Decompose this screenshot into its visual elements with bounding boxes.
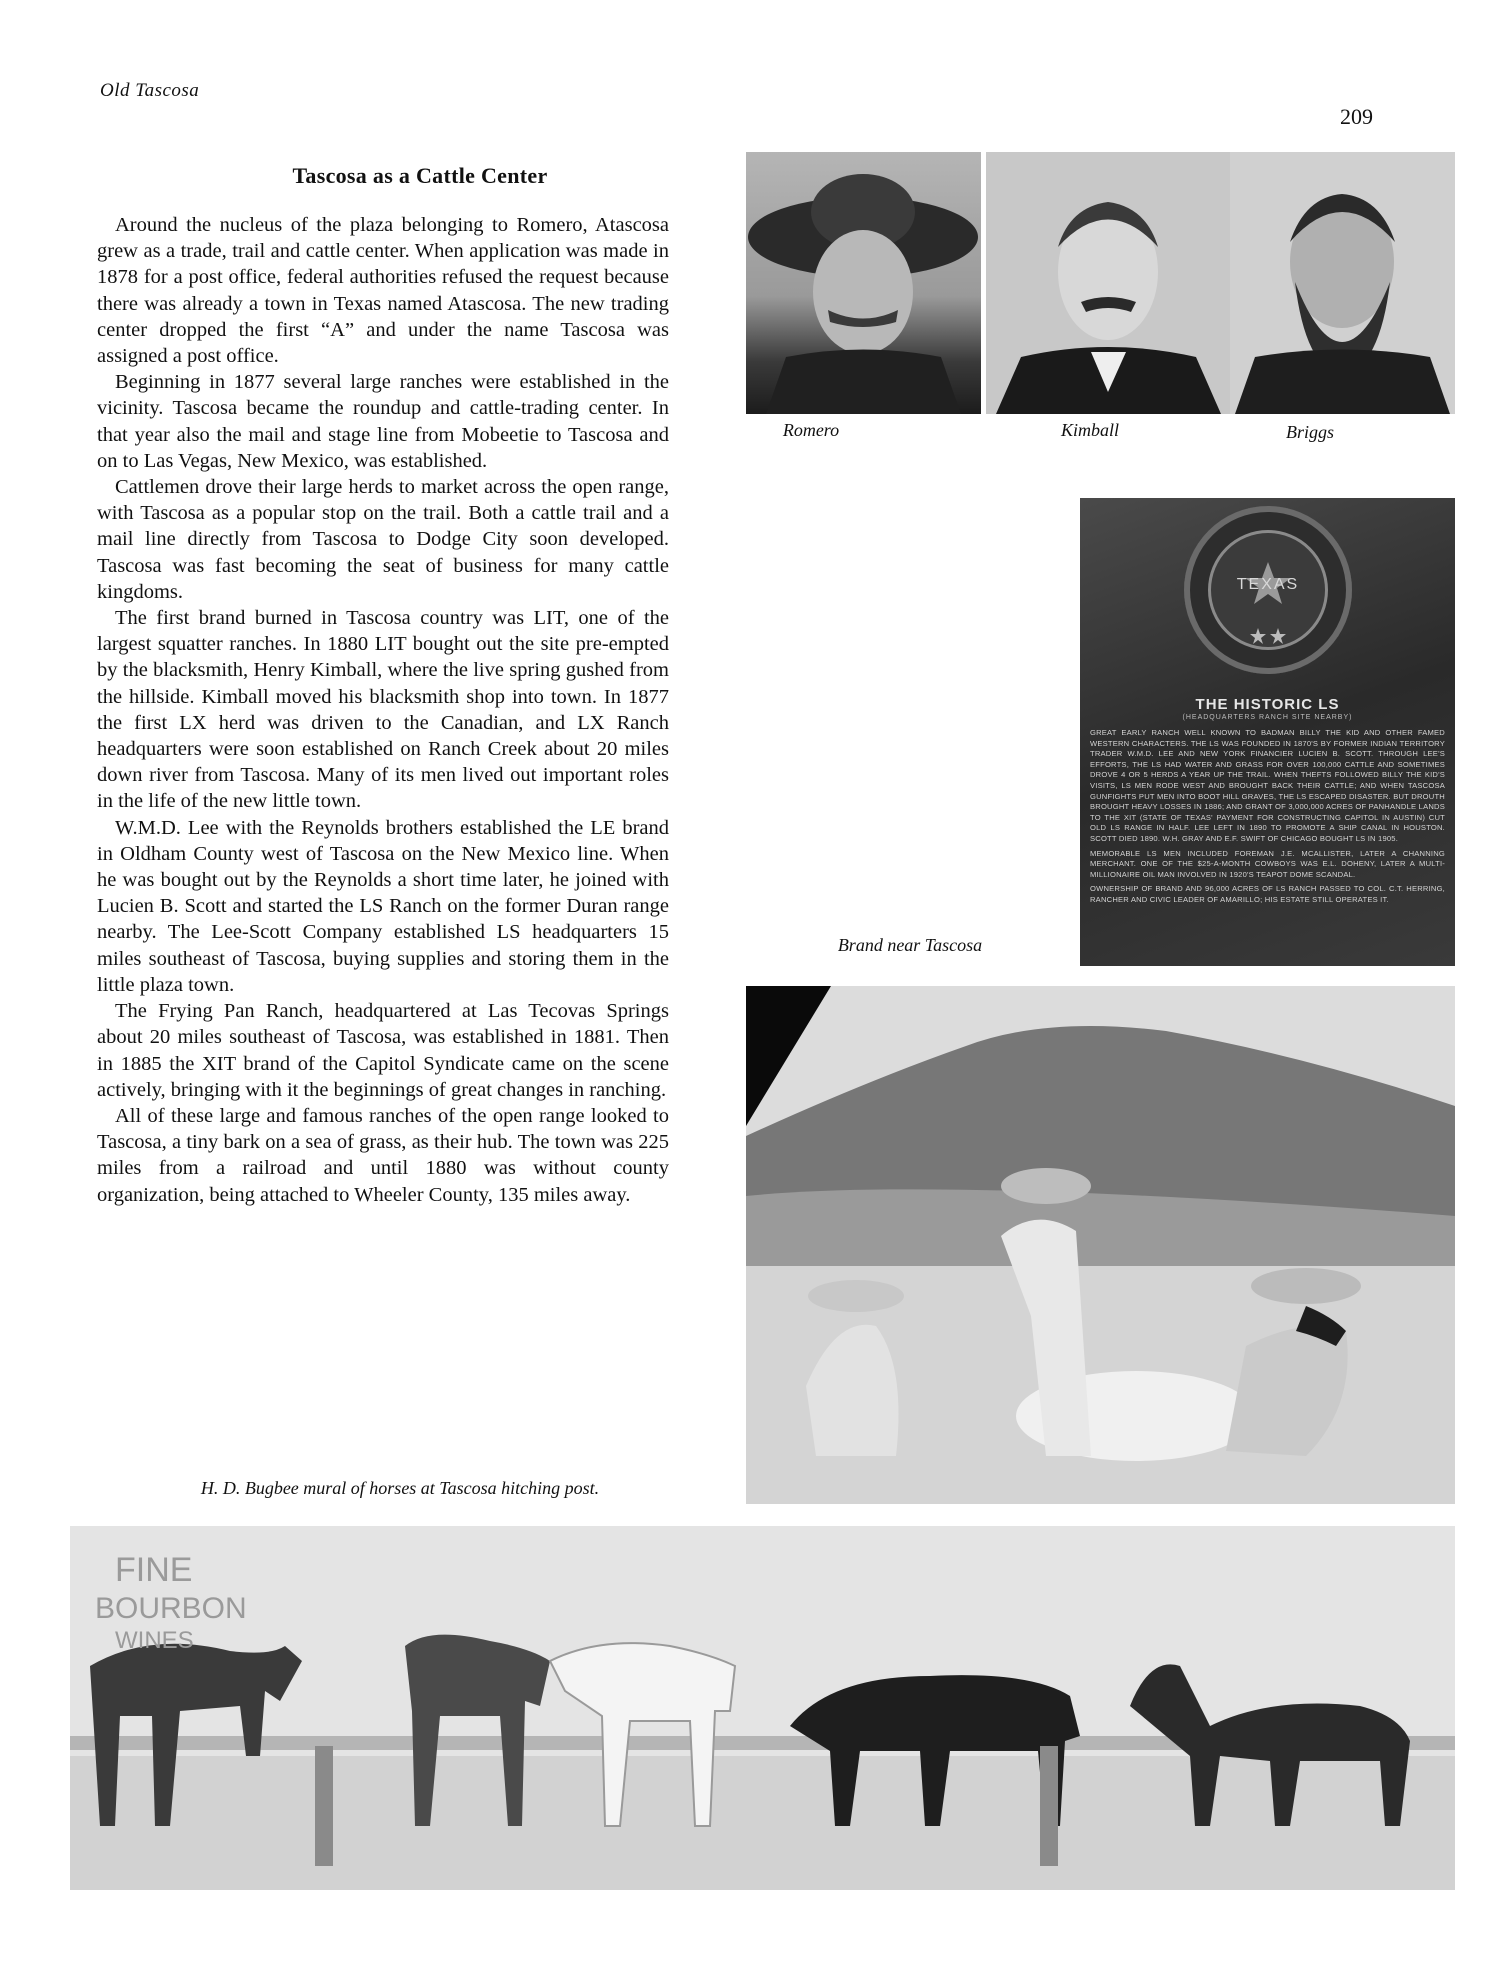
marker-title: THE HISTORIC LS	[1195, 696, 1340, 713]
paragraph: Cattlemen drove their large herds to market across the open range, with Tascosa as a popular stop on the trail. Both a cattle trail and a mail line directly from Tascosa to Dodge City soon developed. Tascosa was fast becoming the seat of business for many cattle kingdoms.	[97, 476, 669, 603]
portrait-romero-figure	[746, 152, 981, 414]
portrait-kimball-photo	[986, 152, 1231, 414]
marker-paragraph: MEMORABLE LS MEN INCLUDED FOREMAN J.E. MCALLISTER, LATER A CHANNING MERCHANT. ONE OF THE $25-A-MONTH COWBOYS WAS E.L. DOHENY, LATER A MULTI-MILLIONAIRE OIL MAN INVOLVED IN 1920'S TEAPOT DOME SCANDAL.	[1090, 848, 1445, 879]
portrait-briggs-figure	[1230, 152, 1455, 414]
marker-subtitle: (HEADQUARTERS RANCH SITE NEARBY)	[1182, 714, 1353, 721]
portrait-caption-briggs: Briggs	[1285, 422, 1334, 442]
portrait-romero-photo	[746, 152, 981, 414]
marker-paragraph: OWNERSHIP OF BRAND AND 96,000 ACRES OF LS RANCH PASSED TO COL. C.T. HERRING, RANCHER AND CIVIC LEADER OF AMARILLO; HIS ESTATE STILL OPERATES IT.	[1090, 884, 1445, 904]
mural-sign-line: FINE	[115, 1551, 193, 1589]
branding-cattle-photo	[746, 986, 1455, 1504]
article-body	[97, 212, 669, 1208]
marker-caption: Brand near Tascosa	[837, 935, 983, 955]
paragraph: The Frying Pan Ranch, headquartered at Las Tecovas Springs about 20 miles southeast of Tascosa, was established in 1881. Then in 1885 the XIT brand of the Capitol Syndicate came on the scene actively, bringing with it the beginnings of great changes in ranching.	[97, 1000, 669, 1101]
paragraph: W.M.D. Lee with the Reynolds brothers established the LE brand in Oldham County west of Tascosa on the New Mexico line. When he was bought out by the Reynolds a short time later, he joined with Lucien B. Scott and started the LS Ranch on the former Duran range nearby. The Lee-Scott Company established LS headquarters 15 miles southeast of Tascosa, buying supplies and storing them in the little plaza town.	[97, 816, 669, 996]
paragraph: The first brand burned in Tascosa country was LIT, one of the largest squatter ranches. In 1880 LIT bought out the site pre-empted by the blacksmith, Henry Kimball, where the live spring gushed from the hillside. Kimball moved his blacksmith shop into town. In 1877 the first LX herd was driven to the Canadian, and LX Ranch headquarters were soon established on Ranch Creek about 20 miles down river from Tascosa. Many of its men lived out important roles in the life of the new little town.	[97, 607, 669, 813]
page-number: 209	[1340, 104, 1373, 129]
portrait-caption-romero: Romero	[782, 420, 840, 440]
mural-sign-line: BOURBON	[95, 1592, 247, 1625]
marker-paragraph: GREAT EARLY RANCH WELL KNOWN TO BADMAN BILLY THE KID AND OTHER FAMED WESTERN CHARACTERS. THE LS WAS FOUNDED IN 1870'S BY FORMER INDIAN TERRITORY TRADER W.M.D. LEE AND NEW YORK FINANCIER LUCIEN B. SCOTT. THROUGH LEE'S EFFORTS, THE LS HAD WATER AND GRASS FOR OVER 100,000 CATTLE AND SOMETIMES DROVE 4 OR 5 HERDS A YEAR UP THE TRAIL. WHEN THEFTS FOLLOWED BILLY THE KID'S VISITS, LS MEN RODE WEST AND BROUGHT BACK THEIR CATTLE; AND WHEN TASCOSA GUNFIGHTS PUT MEN INTO BOOT HILL GRAVES, THE LS ESCAPED DISASTER. BUT DROUTH BROUGHT HEAVY LOSSES IN 1886; AND GRANT OF 3,000,000 ACRES OF PANHANDLE LANDS TO THE XIT (STATE OF TEXAS' PAYMENT FOR CONSTRUCTING CAPITOL IN AUSTIN) CUT OLD LS RANGE IN HALF. LEE LEFT IN 1890 TO PROMOTE A SHIP CANAL IN HOUSTON. SCOTT DIED 1890. W.H. GRAY AND E.F. SWIFT OF CHICAGO BOUGHT LS IN 1905.	[1090, 728, 1445, 843]
seal-texas-label: TEXAS	[1236, 576, 1300, 593]
marker-inscription	[1090, 728, 1445, 910]
mural-sign-line: WINES	[115, 1627, 194, 1654]
paragraph: All of these large and famous ranches of the open range looked to Tascosa, a tiny bark on a sea of grass, as their hub. The town was 225 miles from a railroad and until 1880 was without county organization, being attached to Wheeler County, 135 miles away.	[97, 1104, 669, 1206]
portrait-briggs-photo	[1230, 152, 1455, 414]
paragraph: Beginning in 1877 several large ranches were established in the vicinity. Tascosa became the roundup and cattle-trading center. In that year also the mail and stage line from Mobeetie to Tascosa and on to Las Vegas, New Mexico, was established.	[97, 371, 669, 472]
historic-ls-marker-photo	[1080, 498, 1455, 966]
portrait-caption-kimball: Kimball	[1060, 420, 1119, 440]
paragraph: Around the nucleus of the plaza belonging to Romero, Atascosa grew as a trade, trail and cattle center. When application was made in 1878 for a post office, federal authorities refused the request because there was already a town in Texas named Atascosa. The new trading center dropped the first “A” and under the name Tascosa was assigned a post office.	[97, 214, 669, 368]
bugbee-mural-photo	[70, 1526, 1455, 1890]
mural-caption: H. D. Bugbee mural of horses at Tascosa hitching post.	[200, 1478, 600, 1498]
running-header: Old Tascosa	[100, 80, 200, 101]
portrait-kimball-figure	[986, 152, 1231, 414]
mural-horses-scene	[70, 1526, 1455, 1890]
article-title: Tascosa as a Cattle Center	[292, 163, 548, 188]
texas-seal	[1184, 506, 1352, 674]
branding-scene	[746, 986, 1455, 1504]
